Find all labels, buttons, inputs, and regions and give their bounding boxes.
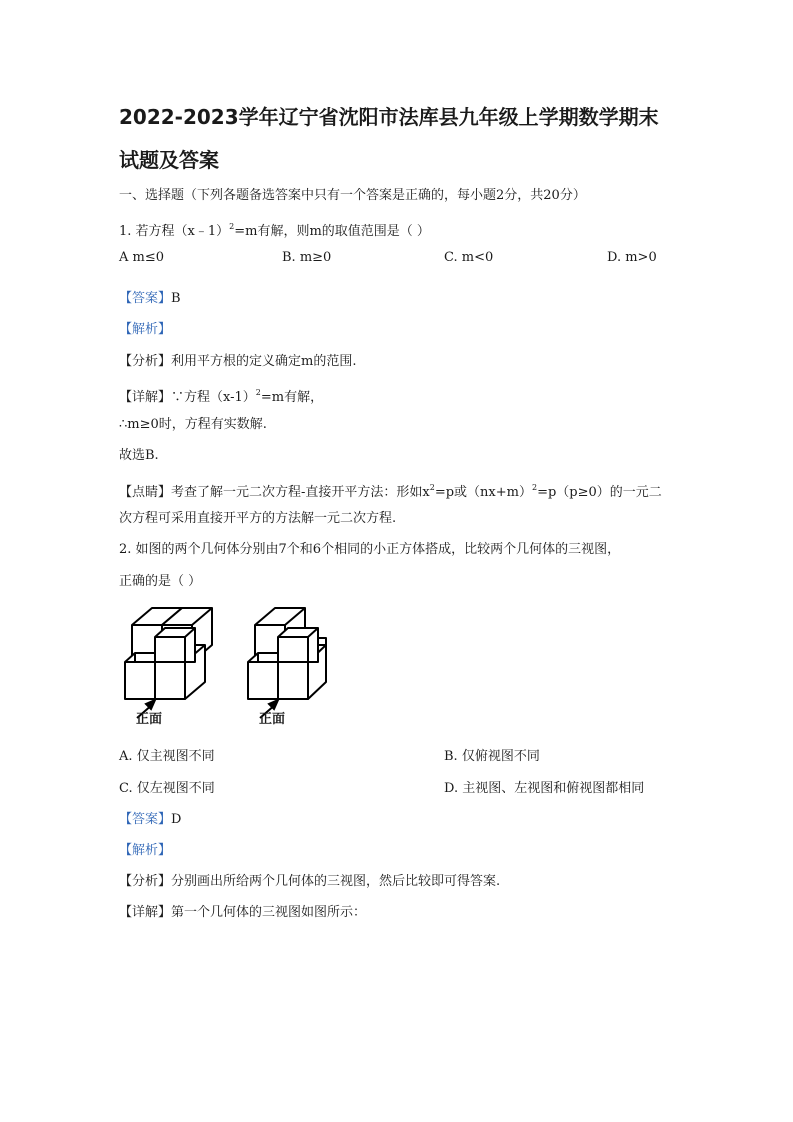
front-bottom-cube-right — [278, 662, 308, 699]
q1-dianjing-superscript-2: 2 — [531, 483, 538, 492]
q1-analysis-tag: 【解析】 — [119, 322, 172, 337]
q1-answer-value: B — [171, 291, 181, 306]
fenxi-tag: 【分析】 — [119, 874, 172, 889]
q2-fenxi — [119, 873, 500, 891]
q1-answer — [119, 290, 181, 308]
q2-fenxi-text: 分别画出所给两个几何体的三视图，然后比较即可得答案. — [171, 874, 501, 889]
q1-dianjing-part-b: =p或（nx+m） — [434, 485, 532, 500]
document-title-line-2: 试题及答案 — [119, 148, 219, 172]
q2-stem-line-2: 正确的是（ ） — [119, 574, 202, 589]
q2-answer-value: D — [171, 812, 182, 827]
q1-option-d: D. m>0 — [607, 250, 657, 265]
front-top-cube — [278, 628, 318, 662]
figure-label-right: 正面 — [259, 712, 286, 727]
q2-xiangjie-text: 第一个几何体的三视图如图所示： — [171, 905, 367, 920]
q2-stem-line-1: 2. 如图的两个几何体分别由7个和6个相同的小正方体搭成，比较两个几何体的三视图， — [119, 542, 621, 557]
q1-therefore-line: ∴m≥0时，方程有实数解. — [119, 417, 267, 432]
front-bottom-cube-left — [125, 653, 155, 699]
xiangjie-tag: 【详解】 — [119, 905, 172, 920]
q1-xiangjie — [119, 384, 323, 407]
answer-tag: 【答案】 — [119, 812, 172, 827]
q1-xiangjie-part-a: ∵方程（x-1） — [171, 390, 256, 405]
q1-option-c: C. m<0 — [444, 250, 494, 265]
q2-xiangjie — [119, 904, 366, 922]
section-heading: 一、选择题（下列各题备选答案中只有一个答案是正确的，每小题2分，共20分） — [119, 188, 586, 203]
front-bottom-cube-right — [155, 662, 185, 699]
q1-xiangjie-superscript: 2 — [255, 388, 261, 397]
q1-fenxi — [119, 353, 356, 371]
q1-dianjing-part-a: 考查了解一元二次方程-直接开平方法：形如x — [171, 485, 430, 500]
q1-option-b: B. m≥0 — [282, 250, 332, 265]
q1-option-a: A m≤0 — [119, 250, 165, 265]
dianjing-tag: 【点睛】 — [119, 485, 172, 500]
q2-answer — [119, 811, 181, 829]
q2-analysis-tag: 【解析】 — [119, 843, 172, 858]
cube-solid-left-figure — [115, 600, 225, 730]
q1-stem-part-a: 1. 若方程（x﹣1） — [119, 224, 230, 239]
q2-option-b: B. 仅俯视图不同 — [444, 749, 540, 764]
front-top-cube — [155, 628, 195, 662]
q1-xiangjie-part-b: =m有解， — [260, 390, 324, 405]
figure-label-left: 正面 — [136, 712, 163, 727]
q1-stem-superscript: 2 — [229, 222, 235, 231]
answer-tag: 【答案】 — [119, 291, 172, 306]
document-title-line-1: 2022-2023学年辽宁省沈阳市法库县九年级上学期数学期末 — [119, 105, 659, 129]
q2-option-c: C. 仅左视图不同 — [119, 781, 215, 796]
fenxi-tag: 【分析】 — [119, 354, 172, 369]
cube-solid-right-figure — [238, 600, 348, 730]
q1-dianjing-part-c: =p（p≥0）的一元二 — [537, 485, 662, 500]
q1-dianjing-continued: 次方程可采用直接开平方的方法解一元二次方程. — [119, 511, 397, 526]
xiangjie-tag: 【详解】 — [119, 390, 172, 405]
q1-choose-line: 故选B. — [119, 448, 159, 463]
q2-option-d: D. 主视图、左视图和俯视图都相同 — [444, 781, 645, 796]
q1-fenxi-text: 利用平方根的定义确定m的范围. — [171, 354, 357, 369]
q1-dianjing-superscript-1: 2 — [429, 483, 435, 492]
q1-stem-part-b: =m有解，则m的取值范围是（ ） — [234, 224, 430, 239]
front-bottom-cube-left — [248, 653, 278, 699]
q1-stem — [119, 218, 430, 241]
q1-dianjing — [119, 479, 662, 502]
q2-option-a: A. 仅主视图不同 — [119, 749, 215, 764]
